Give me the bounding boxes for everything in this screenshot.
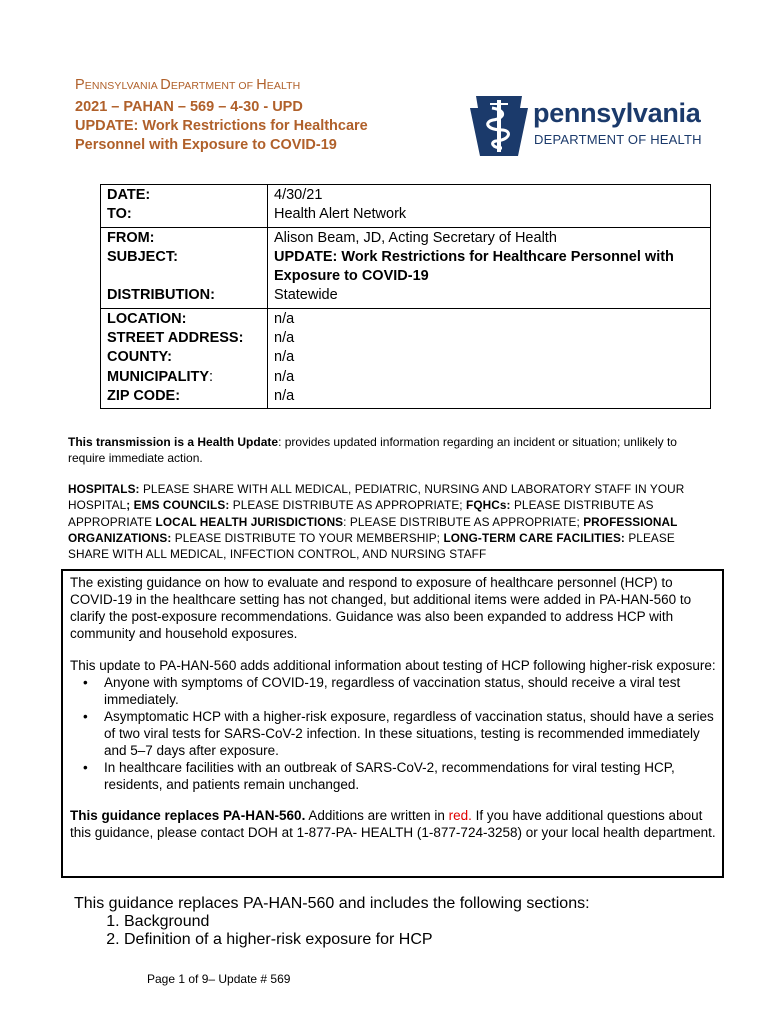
value-cell [268,227,711,308]
county-value: n/a [274,349,295,366]
table-row [101,227,711,308]
replacement-text-a: Additions are written in [305,808,449,823]
transmission-type: This transmission is a Health Update [68,435,279,449]
municipality-label: MUNICIPALITY [107,368,210,385]
street-value: n/a [274,330,295,347]
transmission-note [68,434,708,466]
distribution-label: DISTRIBUTION: [107,287,215,304]
distribution-value: Statewide [274,287,338,304]
subject-label: SUBJECT: [107,248,178,265]
sections-list [74,913,590,949]
table-row [101,308,711,408]
dept-initial-h: H [256,77,267,93]
hospitals-text: PLEASE SHARE WITH ALL MEDICAL, PEDIATRIC, NURSING AND LABORATORY STAFF IN YOUR HOSPITAL [68,482,685,513]
pa-health-logo [470,94,710,158]
document-header [75,76,455,155]
ltc-label: LONG-TERM CARE FACILITIES: [443,530,625,545]
sections-intro: This guidance replaces PA-HAN-560 and includes the following sections: [74,895,590,912]
list-item [70,708,722,759]
lhj-label: LOCAL HEALTH JURISDICTIONS [155,514,344,529]
to-value: Health Alert Network [274,206,407,223]
label-cell [101,308,268,408]
lhj-text: : PLEASE DISTRIBUTE AS APPROPRIATE; [343,514,584,529]
replacement-bold: This guidance replaces PA-HAN-560. [70,808,306,823]
replacement-text-b: If you have additional questions about this guidance, please contact DOH at 1-877-PA- HEALTH (1-877-724-3258) or your local health department. [70,808,716,840]
table-row [101,185,711,228]
zip-value: n/a [274,387,295,404]
ems-label: ; EMS COUNCILS: [126,498,230,513]
ems-text: PLEASE DISTRIBUTE AS APPROPRIATE; [229,498,467,513]
document-title-line2: Personnel with Exposure to COVID-19 [75,137,337,153]
bullet-text: In healthcare facilities with an outbreak of SARS-CoV-2, recommendations for viral testing HCP, residents, and patients remain unchanged. [104,760,675,792]
transmission-description: : provides updated information regarding an incident or situation; unlikely to require immediate action. [68,435,677,465]
date-value: 4/30/21 [274,187,323,203]
list-item: 2. Definition of a higher-risk exposure for HCP [124,931,590,949]
distribution-instructions [68,481,718,562]
county-label: COUNTY: [107,349,172,366]
subject-value-line1: UPDATE: Work Restrictions for Healthcare Personnel with [274,248,674,265]
page-footer: Page 1 of 9– Update # 569 [147,972,291,986]
list-item [70,674,722,708]
professional-orgs-label: PROFESSIONAL ORGANIZATIONS: [68,514,678,545]
fqhc-text: PLEASE DISTRIBUTE AS APPROPRIATE [68,498,654,529]
from-value: Alison Beam, JD, Acting Secretary of Health [274,229,557,246]
location-label: LOCATION: [107,310,187,327]
from-label: FROM: [107,229,155,246]
municipality-value: n/a [274,368,295,385]
dept-text-d: EPARTMENT OF [170,80,257,92]
dept-initial-p: P [75,77,85,93]
update-paragraph: This update to PA-HAN-560 adds additional information about testing of HCP following higher-risk exposure: [70,658,716,673]
list-item [70,759,722,793]
update-bullets [70,674,722,793]
han-code: 2021 – PAHAN – 569 – 4-30 - UPD [75,99,303,115]
logo-subtitle: DEPARTMENT OF HEALTH [534,132,702,147]
street-label: STREET ADDRESS: [107,330,244,347]
label-cell [101,185,268,228]
alert-info-table [100,184,711,409]
logo-wordmark: pennsylvania [533,98,701,128]
bullet-text: Asymptomatic HCP with a higher-risk exposure, regardless of vaccination status, should have a series of two viral tests for SARS-CoV-2 infection. In these situations, testing is recommended immediately and 5–7 days after exposure. [104,709,714,758]
list-item: 1. Background [124,913,590,931]
value-cell [268,308,711,408]
keystone-icon [470,94,528,158]
date-label: DATE: [107,187,151,203]
ltc-text: PLEASE SHARE WITH ALL MEDICAL, INFECTION CONTROL, AND NURSING STAFF [68,530,675,562]
dept-initial-d: D [160,77,171,93]
to-label: TO: [107,206,132,223]
subject-value-line2: Exposure to COVID-19 [274,268,429,285]
summary-paragraph: The existing guidance on how to evaluate and respond to exposure of healthcare personnel (HCP) to COVID-19 in the healthcare setting has not changed, but additional items were added in PA-HAN-560 to clarify the post-exposure recommendations. Guidance was also been expanded to address HCP with community and household exposures. [70,575,692,641]
bullet-text: Anyone with symptoms of COVID-19, regardless of vaccination status, should receive a viral test immediately. [104,675,681,707]
bullet-icon: • [83,709,88,724]
value-cell [268,185,711,228]
department-name [75,76,455,95]
replacement-paragraph [70,807,722,841]
sections-overview [74,895,590,949]
bullet-icon: • [83,760,88,775]
label-cell [101,227,268,308]
location-value: n/a [274,310,295,327]
zip-label: ZIP CODE: [107,387,181,404]
municipality-colon: : [209,368,214,385]
fqhc-label: FQHCs: [466,498,511,513]
document-title-line1: UPDATE: Work Restrictions for Healthcare [75,118,368,134]
red-word: red. [448,808,472,823]
hospitals-label: HOSPITALS: [68,482,140,496]
bullet-icon: • [83,675,88,690]
professional-orgs-text: PLEASE DISTRIBUTE TO YOUR MEMBERSHIP; [171,530,444,545]
summary-box [61,569,724,878]
dept-text-p: ENNSYLVANIA [84,80,161,92]
dept-text-h: EALTH [266,80,301,92]
